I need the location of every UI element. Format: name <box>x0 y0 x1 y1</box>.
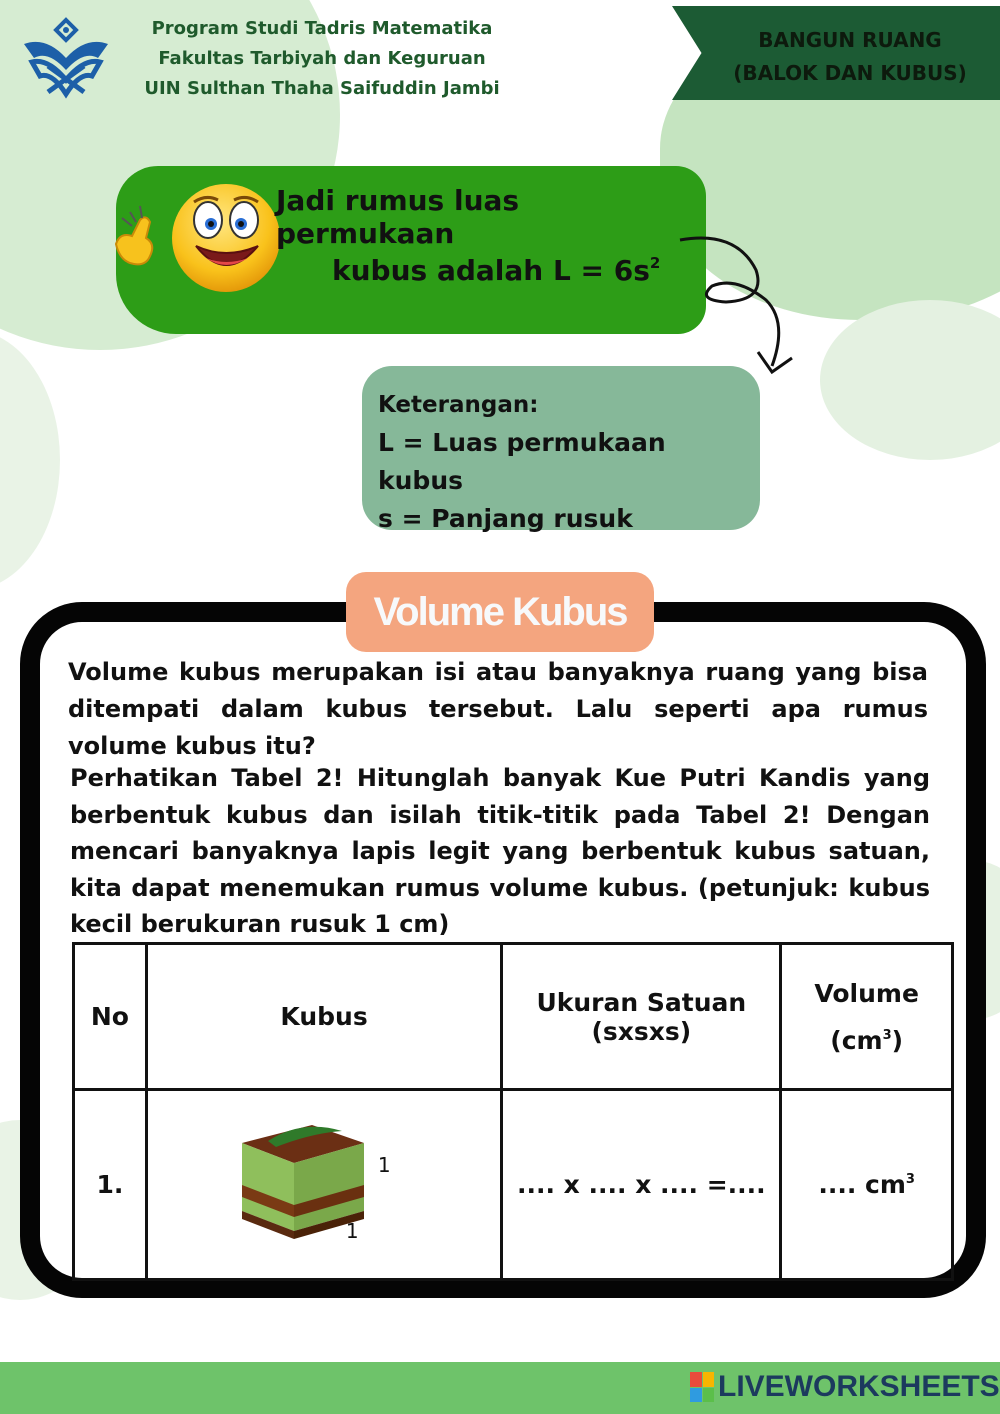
header-volume-unit-close: ) <box>891 1025 904 1055</box>
formula-exponent: 2 <box>649 254 661 272</box>
row-kubus <box>146 1090 502 1280</box>
row-volume-exponent: 3 <box>905 1172 915 1187</box>
row-ukuran: .... x .... x .... =.... <box>502 1090 781 1280</box>
background-blob <box>820 300 1000 460</box>
header-volume <box>781 944 953 1090</box>
header-no: No <box>74 944 147 1090</box>
row-no: 1. <box>74 1090 147 1280</box>
liveworksheets-logo[interactable] <box>690 1370 1000 1404</box>
instruction-paragraph: Perhatikan Tabel 2! Hitunglah banyak Kue Putri Kandis yang berbentuk kubus dan isilah titik-titik pada Tabel 2! Dengan mencari banyaknya lapis legit yang berbentuk kubus satuan, kita dapat menemukan rumus volume kubus. (petunjuk: kubus kecil berukuran rusuk 1 cm) <box>70 764 930 938</box>
table-header-row <box>74 944 953 1090</box>
page-title-line: BANGUN RUANG <box>758 28 942 52</box>
liveworksheets-icon <box>690 1372 714 1402</box>
row-volume-text: .... cm <box>818 1170 906 1199</box>
formula-equation <box>332 254 692 287</box>
institution-line: Program Studi Tadris Matematika <box>151 18 493 39</box>
volume-title-pill <box>346 572 654 652</box>
section-title: Volume Kubus <box>373 589 627 634</box>
formula-equation-text: kubus adalah L = 6s <box>332 254 650 287</box>
volume-paragraph: Volume kubus merupakan isi atau banyaknya ruang yang bisa ditempati dalam kubus tersebut. Lalu seperti apa rumus volume kubus itu? <box>68 658 928 760</box>
keterangan-item: s = Panjang rusuk <box>378 504 633 533</box>
background-blob <box>0 330 60 590</box>
header-volume-unit <box>782 1026 951 1055</box>
thumbs-up-smiley-icon <box>110 184 290 296</box>
page-title <box>700 24 1000 90</box>
row-volume <box>781 1090 953 1280</box>
institution-line: Fakultas Tarbiyah dan Keguruan <box>158 48 486 69</box>
header-ukuran-line: Ukuran Satuan <box>536 987 747 1017</box>
volume-table <box>72 942 954 1281</box>
header-ukuran <box>502 944 781 1090</box>
header-volume-unit-exponent: 3 <box>882 1027 892 1043</box>
header-volume-line: Volume <box>814 978 919 1008</box>
table-row <box>74 1090 953 1280</box>
keterangan-box <box>362 366 760 533</box>
header-volume-unit-text: (cm <box>830 1025 883 1055</box>
uin-logo-icon <box>18 14 114 100</box>
institution-line: UIN Sulthan Thaha Saifuddin Jambi <box>144 78 500 99</box>
header-ukuran-line: (sxsxs) <box>591 1016 692 1046</box>
dimension-label: 1 <box>377 1153 391 1177</box>
institution-header <box>112 14 532 104</box>
dimension-label: 1 <box>345 1219 359 1243</box>
curly-arrow-icon <box>676 230 806 390</box>
keterangan-item: L = Luas permukaan kubus <box>378 428 666 495</box>
header-kubus: Kubus <box>146 944 502 1090</box>
page-title-line: (BALOK DAN KUBUS) <box>733 61 967 85</box>
keterangan-title: Keterangan: <box>378 392 539 418</box>
formula-text: Jadi rumus luas permukaan <box>276 184 520 250</box>
footer-brand-text: LIVEWORKSHEETS <box>718 1370 1000 1403</box>
